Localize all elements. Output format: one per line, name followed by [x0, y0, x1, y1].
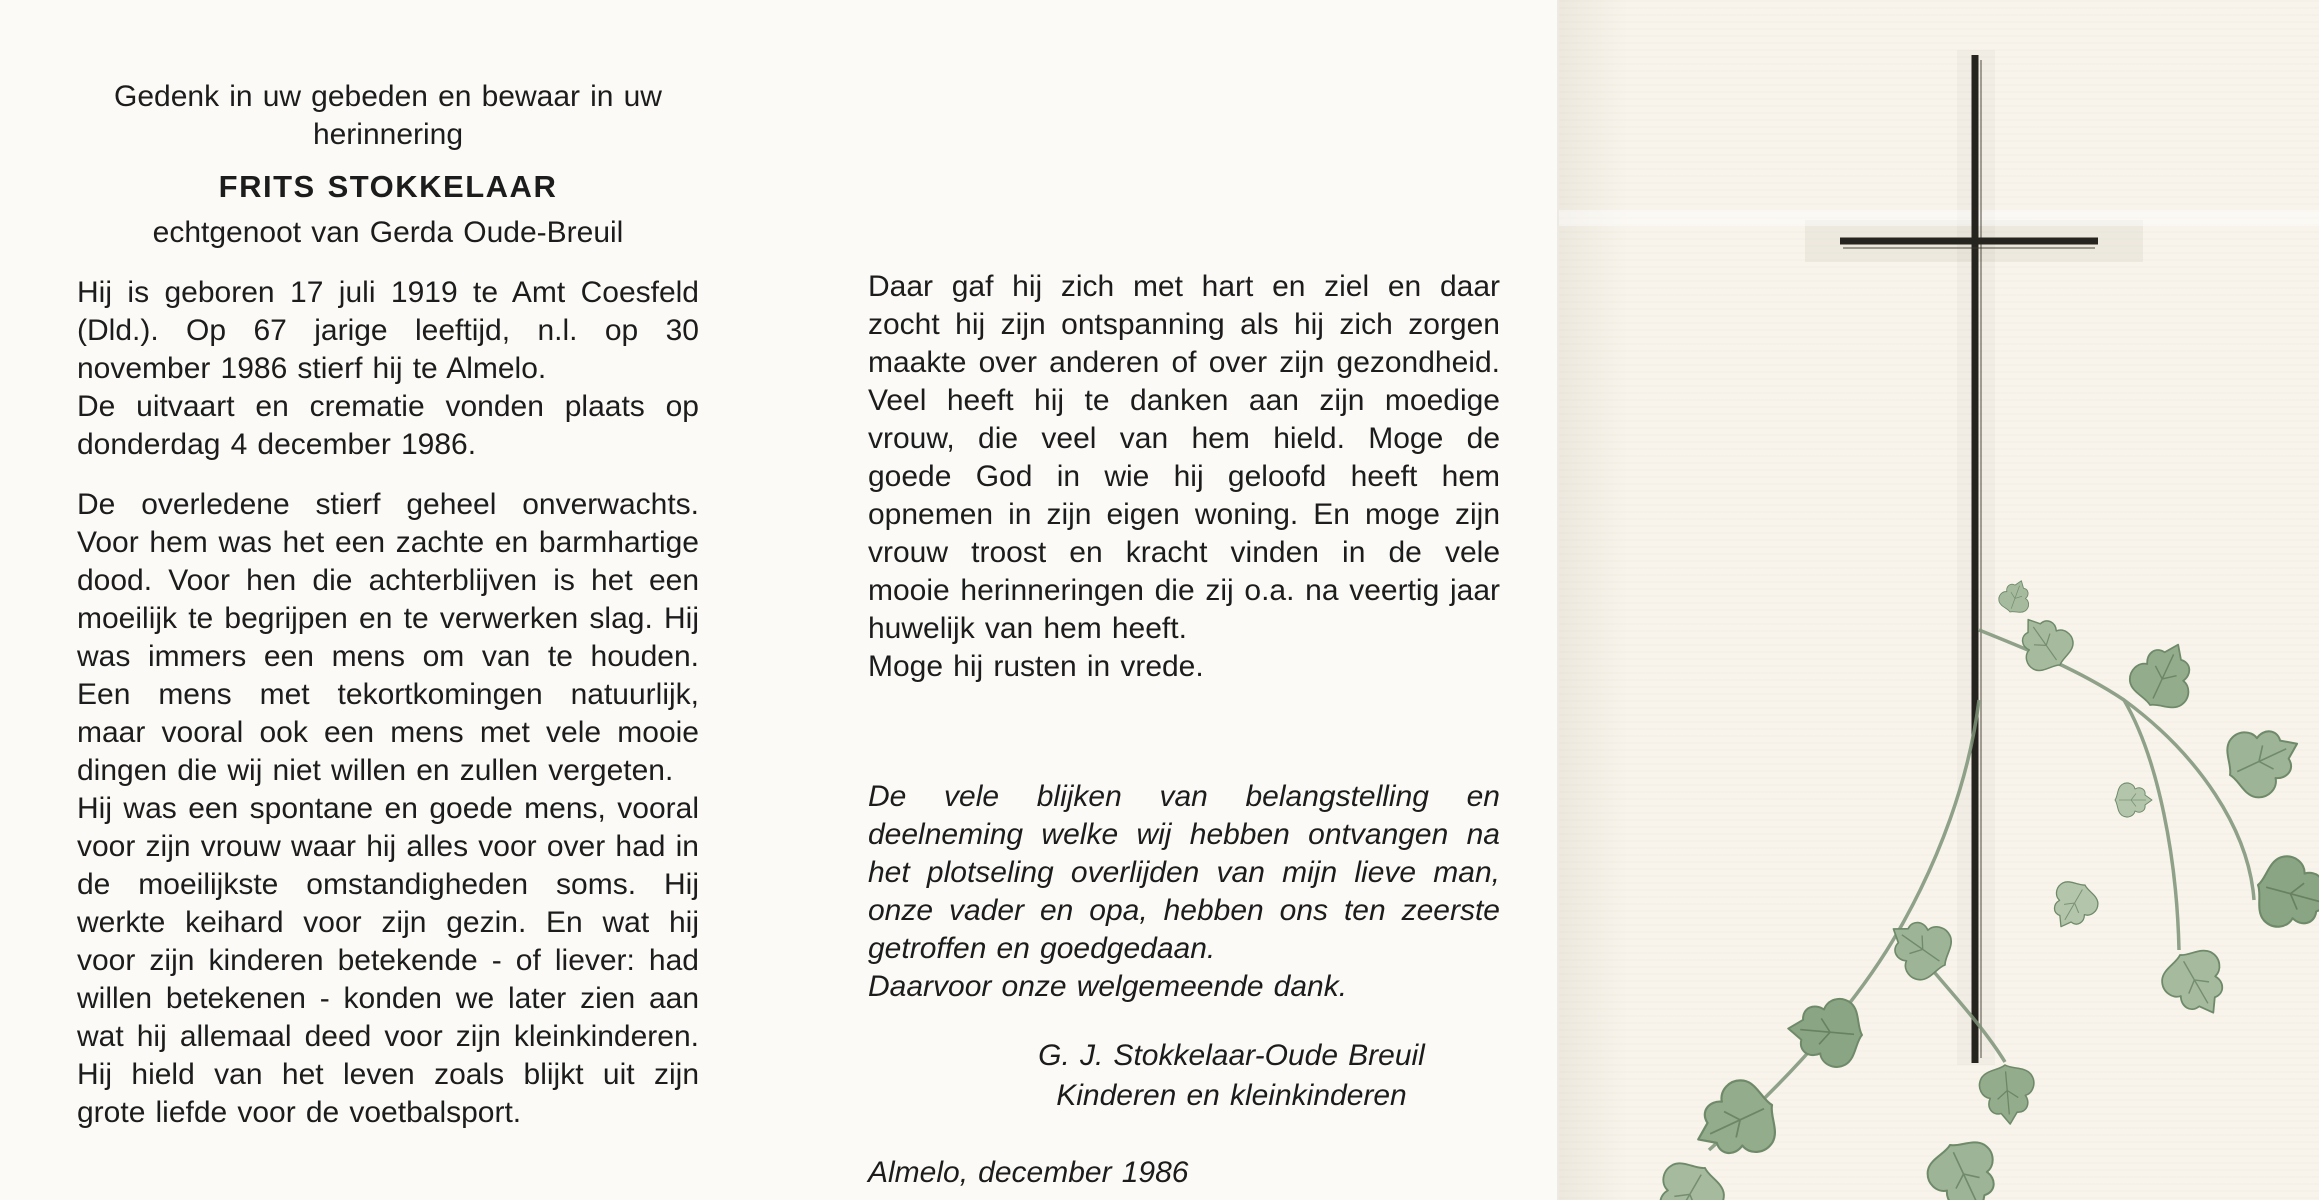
- cross-and-ivy-illustration: [1559, 0, 2319, 1200]
- middle-column: [868, 268, 1500, 1192]
- tribute-paragraph: Daar gaf hij zich met hart en ziel en daar zocht hij zijn ontspanning als hij zich zorgen maakte over anderen of over zijn gezondheid. Veel heeft hij te danken aan zijn moedige vrouw, die veel van hem hield. Moge de goede God in wie hij geloofd heeft hem opnemen in zijn eigen woning. En moge zijn vrouw troost en kracht vinden in de vele mooie herinneringen die zij o.a. na veertig jaar huwelijk van hem heeft. Moge hij rusten in vrede.: [868, 270, 1500, 683]
- memorial-paragraph: De overledene stierf geheel onverwachts. Voor hem was het een zachte en barmhartige dood. Voor hen die achterblijven is het een moeilijk te begrijpen en te verwerken slag. Hij was immers een mens om van te houden. Een mens met tekortkomingen natuurlijk, maar vooral ook een mens met vele mooie dingen die wij niet willen en zullen vergeten. Hij was een spontane en goede mens, vooral voor zijn vrouw waar hij alles voor over had in de moeilijkste omstandigheden soms. Hij werkte keihard voor zijn gezin. En wat hij voor zijn kinderen betekende - of liever: had willen betekenen - konden we later zien aan wat hij allemaal deed voor zijn kleinkinderen. Hij hield van het leven zoals blijkt uit zijn grote liefde voor de voetbalsport.: [77, 488, 699, 1129]
- deceased-name: FRITS STOKKELAAR: [218, 169, 558, 204]
- acknowledgement-paragraph: De vele blijken van belangstelling en deelneming welke wij hebben ontvangen na het plotseling overlijden van mijn lieve man, onze vader en opa, hebben ons ten zeerste getroffen en goedgedaan. Daarvoor onze welgemeende dank.: [868, 780, 1500, 1003]
- left-column: [77, 78, 699, 1132]
- signature-family: Kinderen en kleinkinderen: [1056, 1079, 1407, 1112]
- intro-line: Gedenk in uw gebeden en bewaar in uw herinnering: [114, 80, 662, 151]
- signature-name: G. J. Stokkelaar-Oude Breuil: [1038, 1039, 1425, 1072]
- spouse-line: echtgenoot van Gerda Oude-Breuil: [152, 216, 624, 249]
- cross-shadow: [1559, 50, 2319, 1065]
- illustration-panel: [1559, 0, 2319, 1200]
- place-date: Almelo, december 1986: [868, 1156, 1189, 1189]
- biography-paragraph: Hij is geboren 17 juli 1919 te Amt Coesfeld (Dld.). Op 67 jarige leeftijd, n.l. op 30 november 1986 stierf hij te Almelo. De uitvaart en crematie vonden plaats op donderdag 4 december 1986.: [77, 276, 699, 461]
